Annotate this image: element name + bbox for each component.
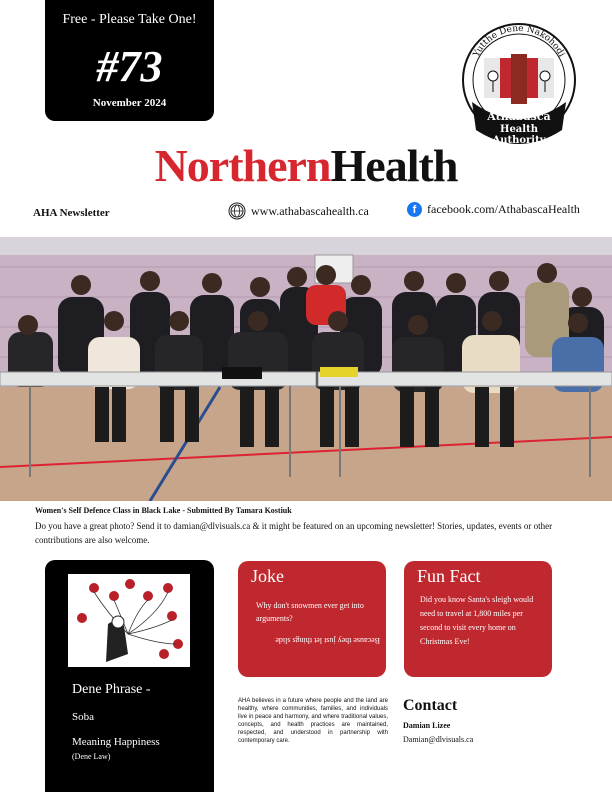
photo-caption: Women's Self Defence Class in Black Lake - Submitted By Tamara Kostiuk [35,506,292,515]
joke-question: Why don't snowmen ever get into arguments? [256,601,364,623]
facebook-link[interactable] [407,202,580,217]
contact-title: Contact [403,697,458,714]
website-link[interactable] [228,202,369,220]
dene-phrase-panel [45,560,214,792]
mission-statement: AHA believes in a future where people and the land are healthy, where communities, families, and individuals live in peace and harmony, and where traditional values, concepts, and health practices are maintained, respected, and understood in partnership with contemporary care. [238,698,388,744]
masthead-northern: Northern [154,140,331,191]
masthead-health: Health [330,140,458,191]
globe-icon [228,202,246,220]
issue-number: #73 [96,42,163,91]
masthead-title [0,140,612,192]
logo-org-line3: Authority [492,135,546,146]
facebook-text: facebook.com/AthabascaHealth [427,202,580,216]
newsletter-label: AHA Newsletter [33,207,110,219]
contact-email[interactable]: Damian@dlvisuals.ca [403,735,474,744]
dene-source: (Dene Law) [72,752,111,761]
joke-card [238,561,386,677]
group-photo [0,237,612,501]
logo-org-line1: Athabasca [487,110,551,123]
issue-badge [45,0,214,121]
fun-fact-card [404,561,552,677]
fun-fact-body: Did you know Santa's sleigh would need to travel at 1,800 miles per second to visit every home on Christmas Eve! [420,595,534,646]
facebook-icon: f [407,202,422,217]
photo-submission-note: Do you have a great photo? Send it to damian@dlvisuals.ca & it might be featured on an upcoming newsletter! Stories, updates, events or other contributions are also welcome. [35,521,553,545]
dene-word: Soba [72,711,94,723]
dene-phrase-title: Dene Phrase - [72,682,151,697]
dene-meaning: Meaning Happiness [72,736,160,748]
logo-top-text: Yutthe Dene Nakohodi [471,23,567,59]
website-text: www.athabascahealth.ca [251,203,369,218]
free-label: Free - Please Take One! [62,12,197,27]
fun-fact-title: Fun Fact [417,566,481,586]
issue-date: November 2024 [92,97,167,109]
athabasca-health-authority-logo [460,18,578,154]
logo-org-line2: Health [500,124,538,135]
dene-illustration [68,574,190,667]
contact-name: Damian Lizee [403,721,451,730]
joke-answer-upside-down: Because they just let things slide [275,636,380,645]
joke-title: Joke [251,566,284,586]
